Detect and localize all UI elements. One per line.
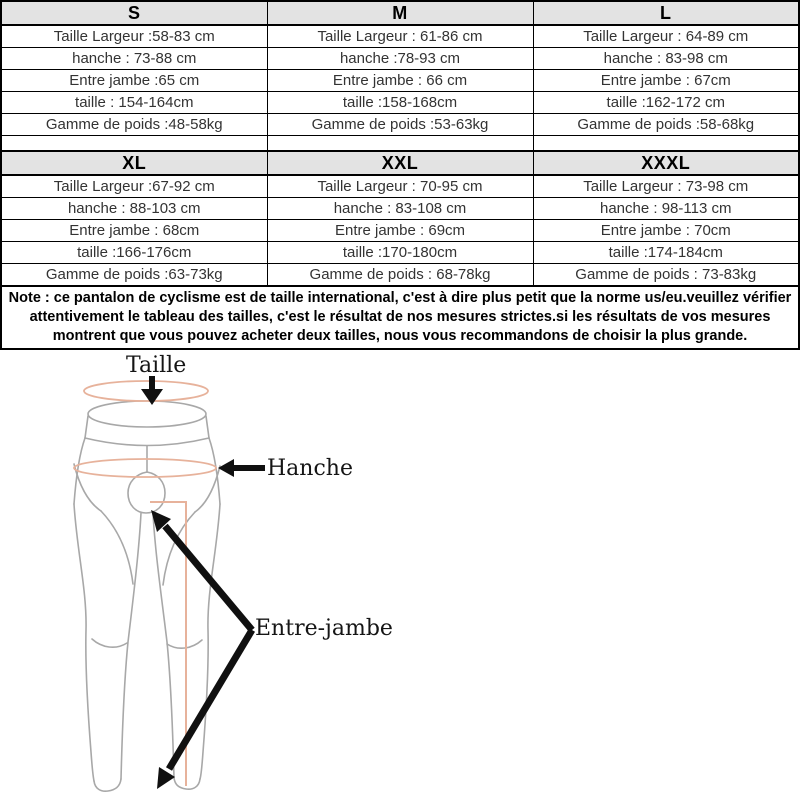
table-cell: Entre jambe : 69cm — [267, 220, 533, 242]
table-cell: taille :158-168cm — [267, 92, 533, 114]
table-cell: Taille Largeur : 61-86 cm — [267, 25, 533, 48]
hip-arrow-head — [218, 459, 234, 477]
table-cell: Gamme de poids :63-73kg — [1, 264, 267, 287]
hip-label: Hanche — [267, 456, 353, 481]
table-cell: taille :162-172 cm — [533, 92, 799, 114]
size-column-header-xxxl: XXXL — [533, 151, 799, 175]
table-row — [1, 198, 799, 220]
table-cell: taille :170-180cm — [267, 242, 533, 264]
table-row — [1, 70, 799, 92]
table-cell: Gamme de poids : 73-83kg — [533, 264, 799, 287]
table-cell: Entre jambe : 67cm — [533, 70, 799, 92]
table-row — [1, 175, 799, 198]
table-cell: Entre jambe : 68cm — [1, 220, 267, 242]
table-cell: taille : 154-164cm — [1, 92, 267, 114]
size-column-header-s: S — [1, 1, 267, 25]
table-cell: Taille Largeur : 73-98 cm — [533, 175, 799, 198]
size-column-header-l: L — [533, 1, 799, 25]
spacer-cell — [267, 136, 533, 152]
inseam-arrow-lower-shaft — [169, 630, 252, 769]
table-cell: hanche : 88-103 cm — [1, 198, 267, 220]
spacer-cell — [533, 136, 799, 152]
table-cell: taille :166-176cm — [1, 242, 267, 264]
inseam-label: Entre-jambe — [255, 616, 393, 641]
table-cell: Gamme de poids : 68-78kg — [267, 264, 533, 287]
size-column-header-xl: XL — [1, 151, 267, 175]
table-cell: hanche : 83-98 cm — [533, 48, 799, 70]
table-cell: Entre jambe :65 cm — [1, 70, 267, 92]
table-cell: Taille Largeur : 64-89 cm — [533, 25, 799, 48]
hip-measure-ellipse — [74, 459, 216, 477]
table-row — [1, 264, 799, 287]
table-cell: Gamme de poids :53-63kg — [267, 114, 533, 136]
waist-label: Taille — [126, 353, 187, 378]
pants-measurement-diagram — [0, 352, 800, 800]
note-row — [1, 286, 799, 349]
table-cell: Taille Largeur :58-83 cm — [1, 25, 267, 48]
table-row — [1, 242, 799, 264]
table-row — [1, 25, 799, 48]
spacer-cell — [1, 136, 267, 152]
table-cell: Entre jambe : 70cm — [533, 220, 799, 242]
table-row — [1, 92, 799, 114]
waist-arrow-head — [141, 389, 163, 405]
table-row — [1, 114, 799, 136]
table-cell: Taille Largeur :67-92 cm — [1, 175, 267, 198]
table-cell: Entre jambe : 66 cm — [267, 70, 533, 92]
table-cell: Gamme de poids :58-68kg — [533, 114, 799, 136]
table-cell: taille :174-184cm — [533, 242, 799, 264]
table-cell: hanche : 83-108 cm — [267, 198, 533, 220]
header-row-xl-xxl-xxxl — [1, 151, 799, 175]
table-row — [1, 220, 799, 242]
spacer-row — [1, 136, 799, 152]
size-chart-table — [0, 0, 800, 350]
table-cell: hanche :78-93 cm — [267, 48, 533, 70]
table-cell: hanche : 98-113 cm — [533, 198, 799, 220]
size-column-header-xxl: XXL — [267, 151, 533, 175]
table-cell: Gamme de poids :48-58kg — [1, 114, 267, 136]
table-cell: hanche : 73-88 cm — [1, 48, 267, 70]
table-cell: Taille Largeur : 70-95 cm — [267, 175, 533, 198]
size-note: Note : ce pantalon de cyclisme est de taille international, c'est à dire plus petit que la norme us/eu.veuillez vérifier attentivement le tableau des tailles, c'est le résultat de nos mesures strictes.si les résultats de vos mesures montrent que vous pouvez acheter deux tailles, nous vous recommandons de choisir la plus grande. — [1, 286, 799, 349]
header-row-sml — [1, 1, 799, 25]
table-row — [1, 48, 799, 70]
size-column-header-m: M — [267, 1, 533, 25]
